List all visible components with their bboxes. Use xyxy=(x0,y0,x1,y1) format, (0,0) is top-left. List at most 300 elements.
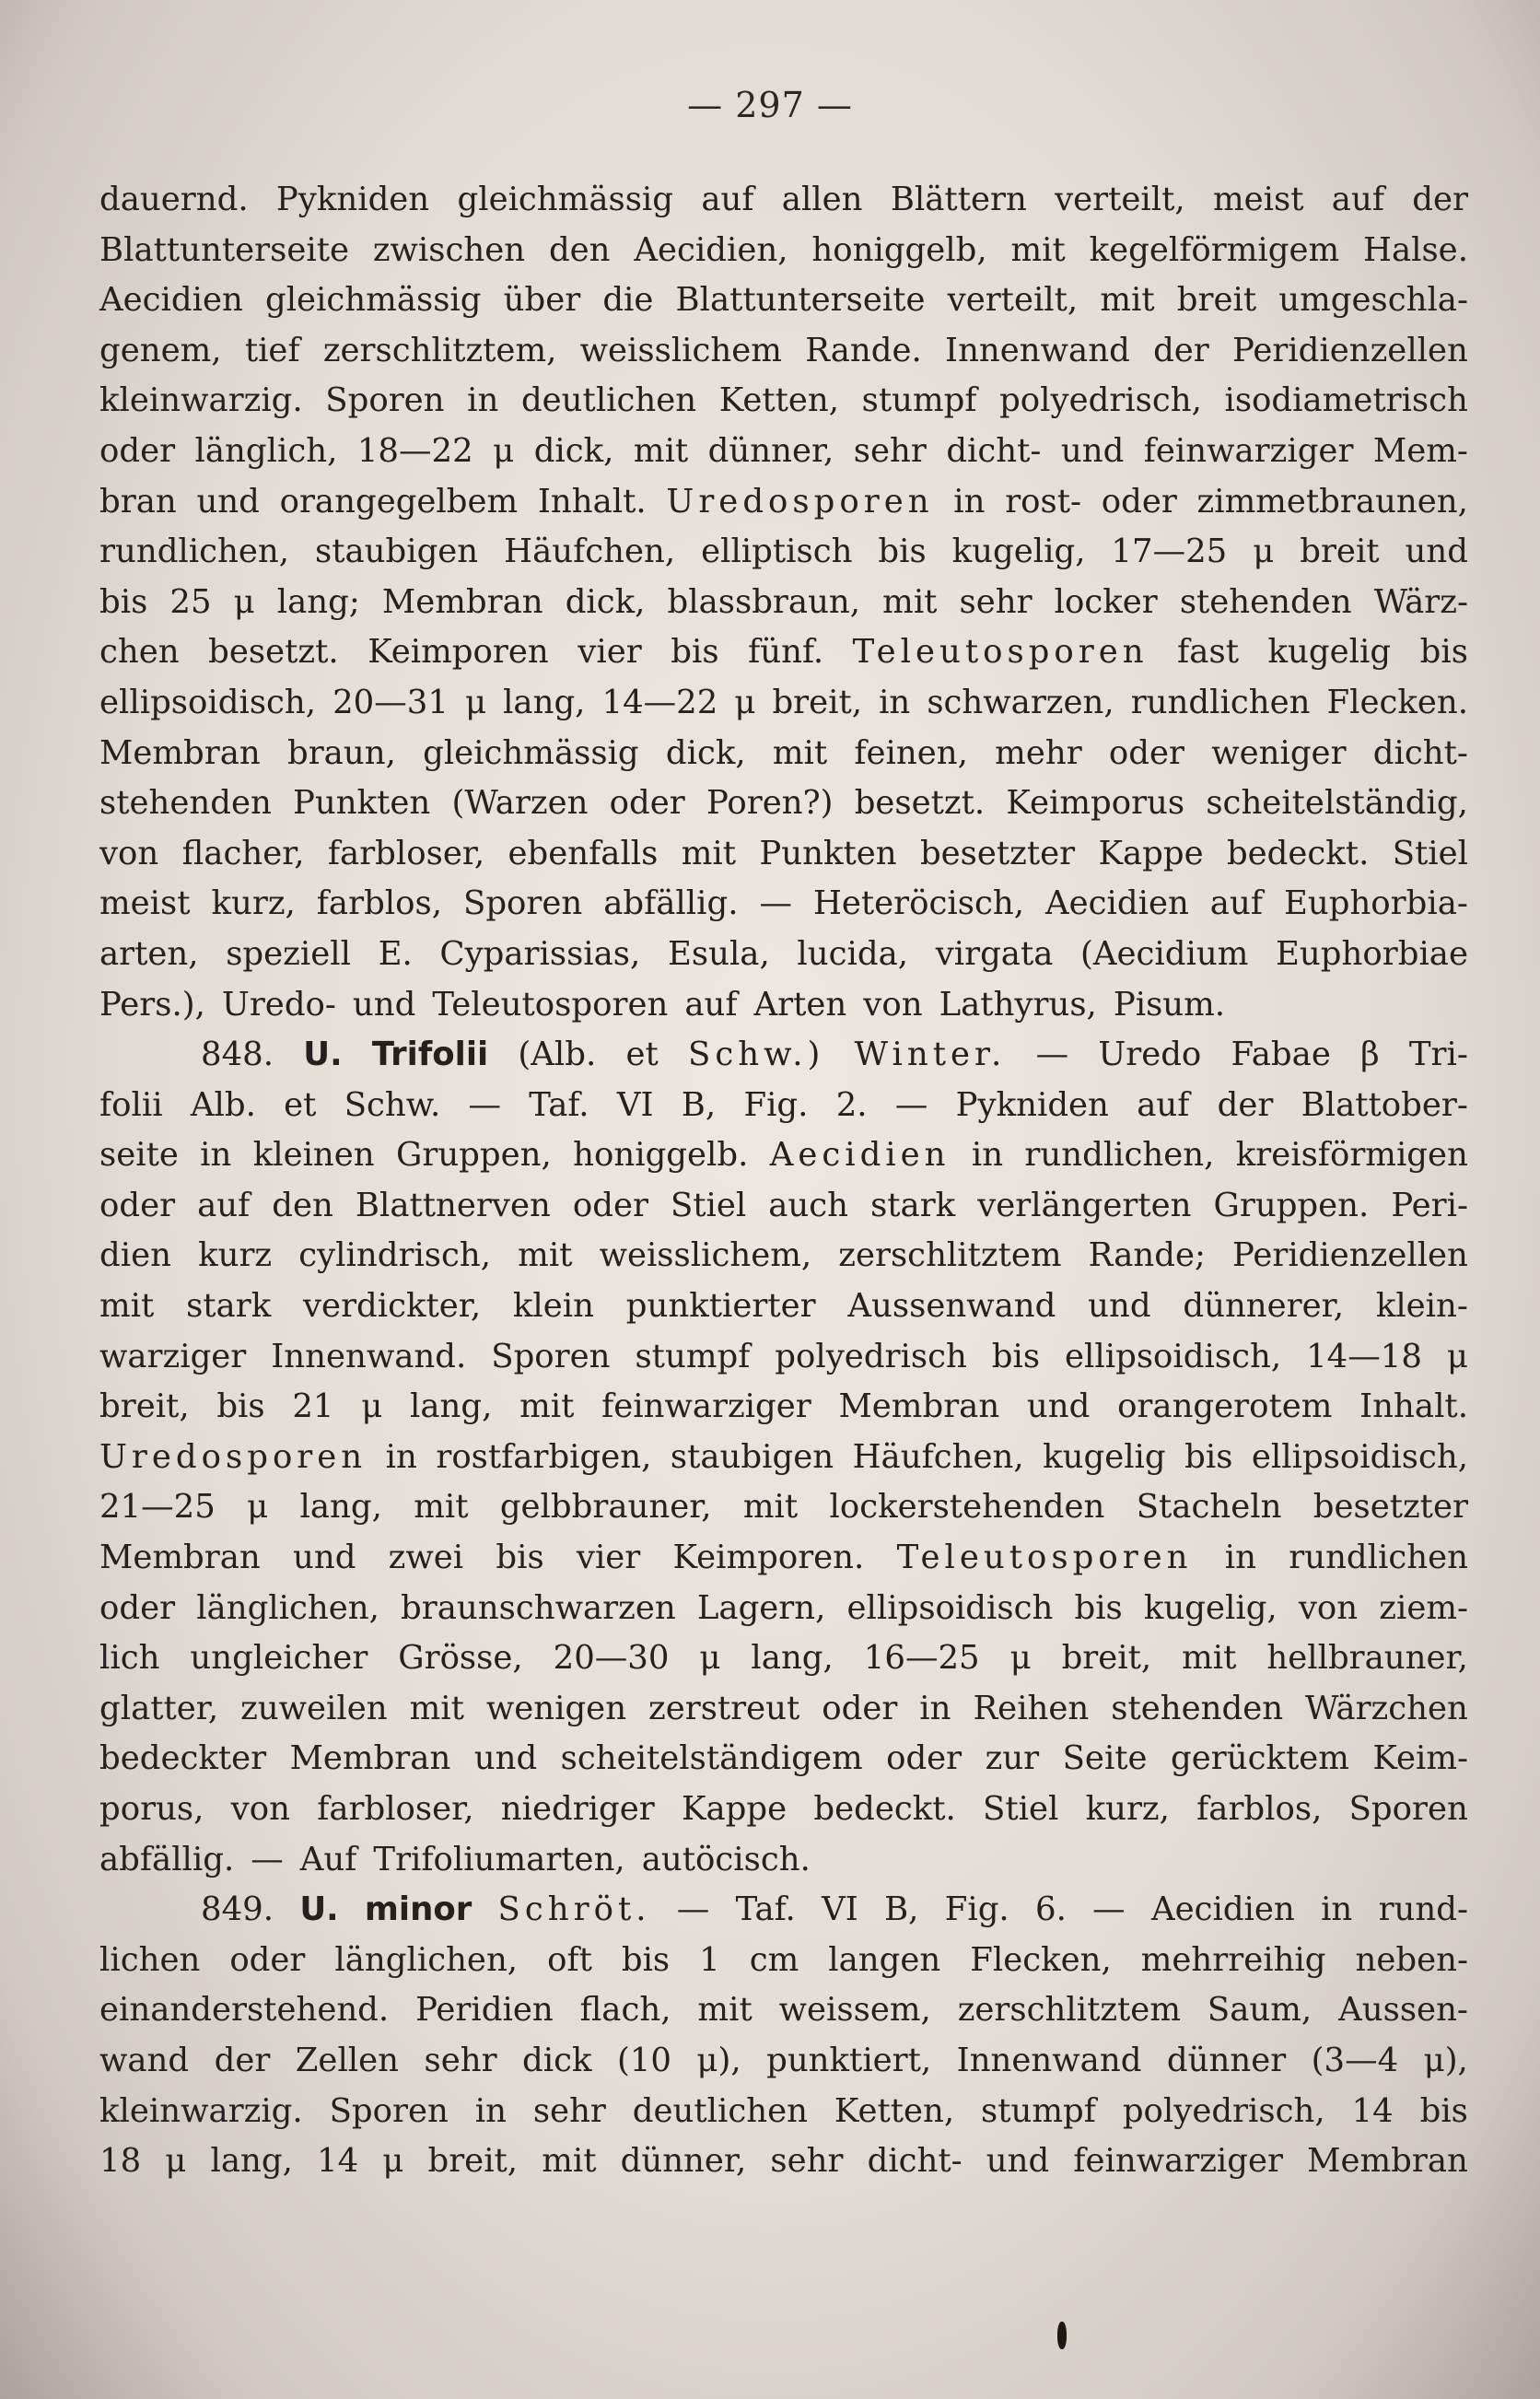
word: Innenwand xyxy=(956,2041,1142,2079)
word: zwei xyxy=(388,1539,464,1577)
word: oder xyxy=(822,1689,898,1727)
word: elliptisch xyxy=(701,532,853,571)
word: Heteröcisch, xyxy=(812,884,1025,923)
text-line xyxy=(99,980,1468,1031)
word: und xyxy=(1088,1287,1151,1326)
word: und xyxy=(1405,532,1468,571)
word: — xyxy=(759,884,792,923)
word: Punkten xyxy=(759,834,897,872)
word: sehr xyxy=(770,2142,844,2181)
text-line xyxy=(99,376,1468,427)
word: in xyxy=(1224,1539,1256,1577)
word: in xyxy=(953,482,986,521)
text-line xyxy=(99,1482,1468,1533)
text-line xyxy=(99,2036,1468,2087)
word: Auf xyxy=(299,1840,357,1878)
word: rundlichen xyxy=(1289,1539,1468,1577)
word: punktierter xyxy=(625,1287,816,1326)
word: stumpf xyxy=(861,381,977,420)
word: dauernd. xyxy=(99,181,249,218)
text-line xyxy=(99,1633,1468,1684)
word: und xyxy=(1060,431,1125,470)
word: 6. xyxy=(1035,1890,1067,1929)
word: Blattober- xyxy=(1301,1085,1468,1124)
word: in xyxy=(474,2091,507,2130)
word: μ xyxy=(734,683,756,721)
word: oder xyxy=(229,1940,306,1979)
word: Sporen xyxy=(329,2091,449,2130)
word: Lagern, xyxy=(696,1588,826,1627)
word: von xyxy=(99,834,159,872)
word: μ xyxy=(493,431,515,470)
word: 21 xyxy=(292,1387,334,1426)
word: (Aecidium xyxy=(1080,934,1249,973)
word: staubigen xyxy=(314,532,479,571)
word: oder xyxy=(99,431,176,470)
word: bis xyxy=(1419,633,1468,672)
text-line xyxy=(99,1785,1468,1835)
word: lang, xyxy=(299,1488,382,1527)
word: in xyxy=(1321,1890,1353,1929)
page-number: — 297 — xyxy=(687,85,853,125)
word: mit xyxy=(1182,1639,1237,1678)
word: (Alb. xyxy=(518,1036,597,1074)
word: fünf. xyxy=(748,633,824,672)
word: Pykniden xyxy=(955,1085,1109,1124)
word: μ xyxy=(1446,1337,1468,1375)
word: orangegelbem xyxy=(279,482,519,521)
word: B, xyxy=(681,1085,717,1124)
word: warziger xyxy=(99,1337,247,1375)
word: zwischen xyxy=(372,230,526,269)
word: locker xyxy=(1054,582,1158,621)
word: weisslichem, xyxy=(599,1236,812,1275)
word: feinwarziger xyxy=(1073,2142,1283,2181)
word: Wärz- xyxy=(1373,582,1468,621)
word: lang, xyxy=(751,1639,834,1678)
word: Peri- xyxy=(1391,1186,1468,1224)
word: und xyxy=(473,1739,538,1778)
word: 20—30 xyxy=(553,1639,670,1678)
word: — xyxy=(676,1890,710,1929)
word: porus, xyxy=(99,1790,204,1828)
word: Membran xyxy=(289,1739,451,1778)
word: weisslichem xyxy=(579,331,782,369)
word: Uredo- xyxy=(221,985,336,1024)
word: ungleicher xyxy=(190,1639,368,1678)
word: (Warzen xyxy=(451,784,589,823)
word: Ketten, xyxy=(834,2091,955,2130)
word: stehenden xyxy=(99,784,272,823)
word: — xyxy=(251,1840,284,1878)
word: dick xyxy=(522,2041,592,2079)
word: — xyxy=(468,1085,502,1124)
body-text xyxy=(99,175,1468,2187)
word: stumpf xyxy=(635,1337,751,1375)
word: Membran xyxy=(99,1539,261,1577)
word: mit xyxy=(518,1236,573,1275)
word: Esula, xyxy=(667,934,770,973)
word: Sporen xyxy=(1348,1790,1468,1828)
word: Teleutosporen xyxy=(852,633,1149,672)
word: niedriger xyxy=(500,1790,655,1828)
word: schwarzen, xyxy=(927,683,1114,721)
word: kugelig xyxy=(1043,1437,1166,1476)
word: farbloser, xyxy=(317,1790,474,1828)
text-line xyxy=(99,1584,1468,1634)
word: Trifolii xyxy=(371,1036,489,1074)
word: Aussen- xyxy=(1338,1991,1468,2030)
word: Teleutosporen xyxy=(896,1539,1193,1577)
word: Gruppen, xyxy=(395,1136,552,1175)
word: besetzter xyxy=(1312,1488,1468,1527)
text-line xyxy=(99,627,1468,678)
word: dünner xyxy=(1166,2041,1287,2079)
word: stark xyxy=(186,1287,272,1326)
word: mit xyxy=(99,1287,155,1326)
word: breit, xyxy=(772,683,863,721)
text-line xyxy=(99,1885,1468,1936)
word: in xyxy=(467,381,499,420)
word: Fabae xyxy=(1231,1036,1331,1074)
word: Aecidien xyxy=(769,1136,951,1175)
word: Rande. xyxy=(805,331,922,369)
word: Inhalt. xyxy=(537,482,647,521)
word: stehenden xyxy=(1111,1689,1284,1727)
word: (10 xyxy=(616,2041,671,2079)
word: zimmetbraunen, xyxy=(1196,482,1468,521)
word: 18 xyxy=(99,2142,142,2181)
word: verlängerten xyxy=(977,1186,1192,1224)
word: μ xyxy=(382,2142,404,2181)
word: oder xyxy=(1108,733,1184,772)
word: stehenden xyxy=(1179,582,1352,621)
word: über xyxy=(503,281,581,320)
text-line xyxy=(99,226,1468,276)
word: von xyxy=(863,985,923,1024)
word: weissem, xyxy=(778,1991,931,2030)
text-line xyxy=(99,930,1468,980)
word: vier xyxy=(576,1539,641,1577)
word: 14—18 xyxy=(1306,1337,1422,1375)
word: Uredo xyxy=(1098,1036,1202,1074)
word: cm xyxy=(749,1940,799,1979)
word: 25 xyxy=(169,582,212,621)
word: mit xyxy=(542,2142,597,2181)
word: staubigen xyxy=(670,1437,834,1476)
word: Arten xyxy=(753,985,847,1024)
word: mit xyxy=(414,1488,469,1527)
word: sehr xyxy=(424,2041,497,2079)
word: feinwarziger xyxy=(1143,431,1354,470)
word: Winter. xyxy=(854,1036,1007,1074)
text-line xyxy=(99,729,1468,779)
word: klein xyxy=(512,1287,595,1326)
word: feinwarziger xyxy=(601,1387,811,1426)
word: einanderstehend. xyxy=(99,1991,390,2030)
word: bis xyxy=(1419,2091,1468,2130)
word: weniger xyxy=(1211,733,1347,772)
word: Fig. xyxy=(743,1085,809,1124)
word: scheitelständig, xyxy=(1206,784,1468,823)
word: rundlichen, xyxy=(99,532,290,571)
word: Aecidien xyxy=(99,281,243,320)
word: lockerstehenden xyxy=(829,1488,1105,1527)
word: Stiel xyxy=(1392,834,1468,872)
word: μ), xyxy=(1423,2041,1468,2079)
word: μ xyxy=(361,1387,383,1426)
word: μ xyxy=(233,582,255,621)
word: Tri- xyxy=(1408,1036,1468,1074)
text-line xyxy=(99,1985,1468,2036)
word: Pykniden xyxy=(275,181,430,218)
word: Teleutosporen xyxy=(432,985,669,1024)
word: bis xyxy=(621,1940,671,1979)
word: stark xyxy=(870,1186,956,1224)
word: bedeckt. xyxy=(1226,834,1370,872)
word: et xyxy=(625,1036,659,1074)
word: mit xyxy=(681,834,737,872)
text-line xyxy=(99,1030,1468,1081)
word: polyedrisch, xyxy=(999,381,1202,420)
word: auf xyxy=(1209,884,1263,923)
word: farbloser, xyxy=(327,834,485,872)
text-line xyxy=(99,175,1468,226)
word: breit, xyxy=(99,1387,190,1426)
word: Membran xyxy=(381,582,543,621)
word: blassbraun, xyxy=(667,582,861,621)
word: Ketten, xyxy=(718,381,840,420)
word: B, xyxy=(884,1890,919,1929)
word: kegelförmigem xyxy=(1089,230,1340,269)
word: kleinwarzig. xyxy=(99,381,303,420)
word: oder xyxy=(572,1186,648,1224)
word: flacher, xyxy=(181,834,305,872)
text-line xyxy=(99,1130,1468,1181)
text-line xyxy=(99,1734,1468,1785)
word: E. xyxy=(378,934,413,973)
word: Keimporen. xyxy=(672,1539,865,1577)
word: dünnerer, xyxy=(1183,1287,1345,1326)
word: mehrreihig xyxy=(1140,1940,1326,1979)
word: bis xyxy=(1074,1588,1123,1627)
word: fast xyxy=(1177,633,1239,672)
word: seite xyxy=(99,1136,179,1175)
word: lichen xyxy=(99,1940,201,1979)
word: sehr xyxy=(532,2091,606,2130)
word: in xyxy=(879,683,911,721)
word: Lathyrus, xyxy=(939,985,1097,1024)
word: tief xyxy=(244,331,300,369)
word: ellipsoidisch, xyxy=(1251,1437,1468,1476)
word: besetzt. xyxy=(854,784,986,823)
word: zerschlitztem xyxy=(957,1991,1181,2030)
word: Aecidien, xyxy=(634,230,788,269)
word: und xyxy=(292,1539,356,1577)
word: feinen, xyxy=(854,733,968,772)
word: 1 xyxy=(699,1940,720,1979)
word: länglichen, xyxy=(196,1588,379,1627)
word: mit xyxy=(697,1991,752,2030)
word: die xyxy=(602,281,654,320)
word: Peridien xyxy=(415,1991,554,2030)
word: und xyxy=(1026,1387,1091,1426)
word: den xyxy=(548,230,611,269)
word: Uredosporen xyxy=(99,1437,368,1476)
word: lang, xyxy=(210,2142,293,2181)
word: Punkten xyxy=(293,784,431,823)
word: bis xyxy=(1184,1437,1233,1476)
word: in xyxy=(385,1437,417,1476)
word: Schröt. xyxy=(497,1890,651,1929)
word: Kappe xyxy=(681,1790,788,1828)
word: und xyxy=(196,482,260,521)
word: Trifoliumarten, xyxy=(373,1840,625,1878)
word: zerschlitztem xyxy=(838,1236,1062,1275)
word: Flecken, xyxy=(970,1940,1112,1979)
word: gerücktem xyxy=(1171,1739,1349,1778)
word: kleinen xyxy=(252,1136,375,1175)
text-line xyxy=(99,1231,1468,1281)
word: minor xyxy=(364,1890,472,1929)
word: ziem- xyxy=(1379,1588,1468,1627)
word: 21—25 xyxy=(99,1488,216,1527)
text-line xyxy=(99,326,1468,377)
word: auf xyxy=(701,181,754,218)
word: mit xyxy=(409,1689,464,1727)
word: langen xyxy=(828,1940,941,1979)
word: in xyxy=(200,1136,232,1175)
word: auf xyxy=(1331,181,1384,218)
word: und xyxy=(352,985,416,1024)
word: Reihen xyxy=(973,1689,1090,1727)
word: 16—25 xyxy=(863,1639,980,1678)
word: μ xyxy=(1253,532,1275,571)
word: kleinwarzig. xyxy=(99,2091,303,2130)
word: Aussenwand xyxy=(847,1287,1056,1326)
word: auch xyxy=(768,1186,849,1224)
word: gleichmässig xyxy=(423,733,639,772)
word: kurz, xyxy=(211,884,296,923)
word: Pisum. xyxy=(1113,985,1226,1024)
word: rundlichen xyxy=(1130,683,1311,721)
text-line xyxy=(99,829,1468,880)
word: sehr xyxy=(853,431,927,470)
word: oder xyxy=(1101,482,1177,521)
word: flach, xyxy=(579,1991,671,2030)
word: μ xyxy=(699,1639,721,1678)
word: Innenwand xyxy=(945,331,1130,369)
word: klein- xyxy=(1375,1287,1468,1326)
word: farblos, xyxy=(316,884,443,923)
word: glatter, xyxy=(99,1689,219,1727)
word: (3—4 xyxy=(1311,2041,1399,2079)
word: Stacheln xyxy=(1136,1488,1282,1527)
word: punktiert, xyxy=(766,2041,932,2079)
word: Peridienzellen xyxy=(1232,1236,1468,1275)
word: gleichmässig xyxy=(457,181,674,218)
text-line xyxy=(99,1835,1468,1886)
word: honiggelb. xyxy=(573,1136,749,1175)
word: Euphorbiae xyxy=(1276,934,1468,973)
word: Häufchen, xyxy=(504,532,676,571)
word: in xyxy=(971,1136,1004,1175)
word: U. xyxy=(299,1890,339,1929)
word: den xyxy=(272,1186,333,1224)
word: bis xyxy=(496,1539,544,1577)
word: neben- xyxy=(1355,1940,1468,1979)
word: bedeckt. xyxy=(813,1790,956,1828)
word: braun, xyxy=(286,733,396,772)
word: 848. xyxy=(201,1036,274,1074)
word: der xyxy=(1217,1085,1274,1124)
word: Sporen xyxy=(463,884,583,923)
word: mit xyxy=(772,733,828,772)
word: auf xyxy=(684,985,738,1024)
text-line xyxy=(99,1081,1468,1131)
text-line xyxy=(99,1332,1468,1383)
word: μ xyxy=(1009,1639,1032,1678)
word: lich xyxy=(99,1639,160,1678)
word: Stiel xyxy=(983,1790,1059,1828)
word: lang, xyxy=(409,1387,493,1426)
word: dicht- xyxy=(1372,733,1468,772)
word: μ), xyxy=(696,2041,741,2079)
word: 14 xyxy=(1351,2091,1394,2130)
word: 20—31 xyxy=(332,683,449,721)
text-line xyxy=(99,1382,1468,1433)
word: Membran xyxy=(99,733,261,772)
word: abfällig. xyxy=(603,884,739,923)
word: rundlichen, xyxy=(1024,1136,1215,1175)
word: Schw.) xyxy=(688,1036,825,1074)
text-line xyxy=(99,1684,1468,1735)
word: Innenwand. xyxy=(271,1337,467,1375)
word: oder xyxy=(99,1588,176,1627)
word: bis xyxy=(216,1387,265,1426)
word: bedeckter xyxy=(99,1739,267,1778)
word: Blättern xyxy=(890,181,1027,218)
word: Blattnerven xyxy=(355,1186,551,1224)
word: oft xyxy=(547,1940,592,1979)
text-line xyxy=(99,879,1468,930)
word: hellbrauner, xyxy=(1266,1639,1468,1678)
word: rund- xyxy=(1378,1890,1468,1929)
word: chen xyxy=(99,633,180,672)
word: dick, xyxy=(665,733,746,772)
word: zuweilen xyxy=(240,1689,388,1727)
word: speziell xyxy=(226,934,351,973)
word: Taf. xyxy=(735,1890,796,1929)
word: 2. xyxy=(835,1085,868,1124)
word: mit xyxy=(742,1488,799,1527)
ink-speck xyxy=(1057,2322,1067,2349)
word: deutlichen xyxy=(520,381,697,420)
word: ebenfalls xyxy=(508,834,659,872)
word: breit, xyxy=(1061,1639,1152,1678)
word: dick, xyxy=(565,582,646,621)
word: bis xyxy=(878,532,927,571)
word: 18—22 xyxy=(356,431,473,470)
word: Alb. xyxy=(190,1085,256,1124)
word: virgata xyxy=(935,934,1054,973)
word: rost- xyxy=(1005,482,1082,521)
word: mehr xyxy=(995,733,1082,772)
word: kreisförmigen xyxy=(1235,1136,1468,1175)
word: stumpf xyxy=(981,2091,1096,2130)
word: bis xyxy=(991,1337,1041,1375)
word: μ xyxy=(464,683,487,721)
